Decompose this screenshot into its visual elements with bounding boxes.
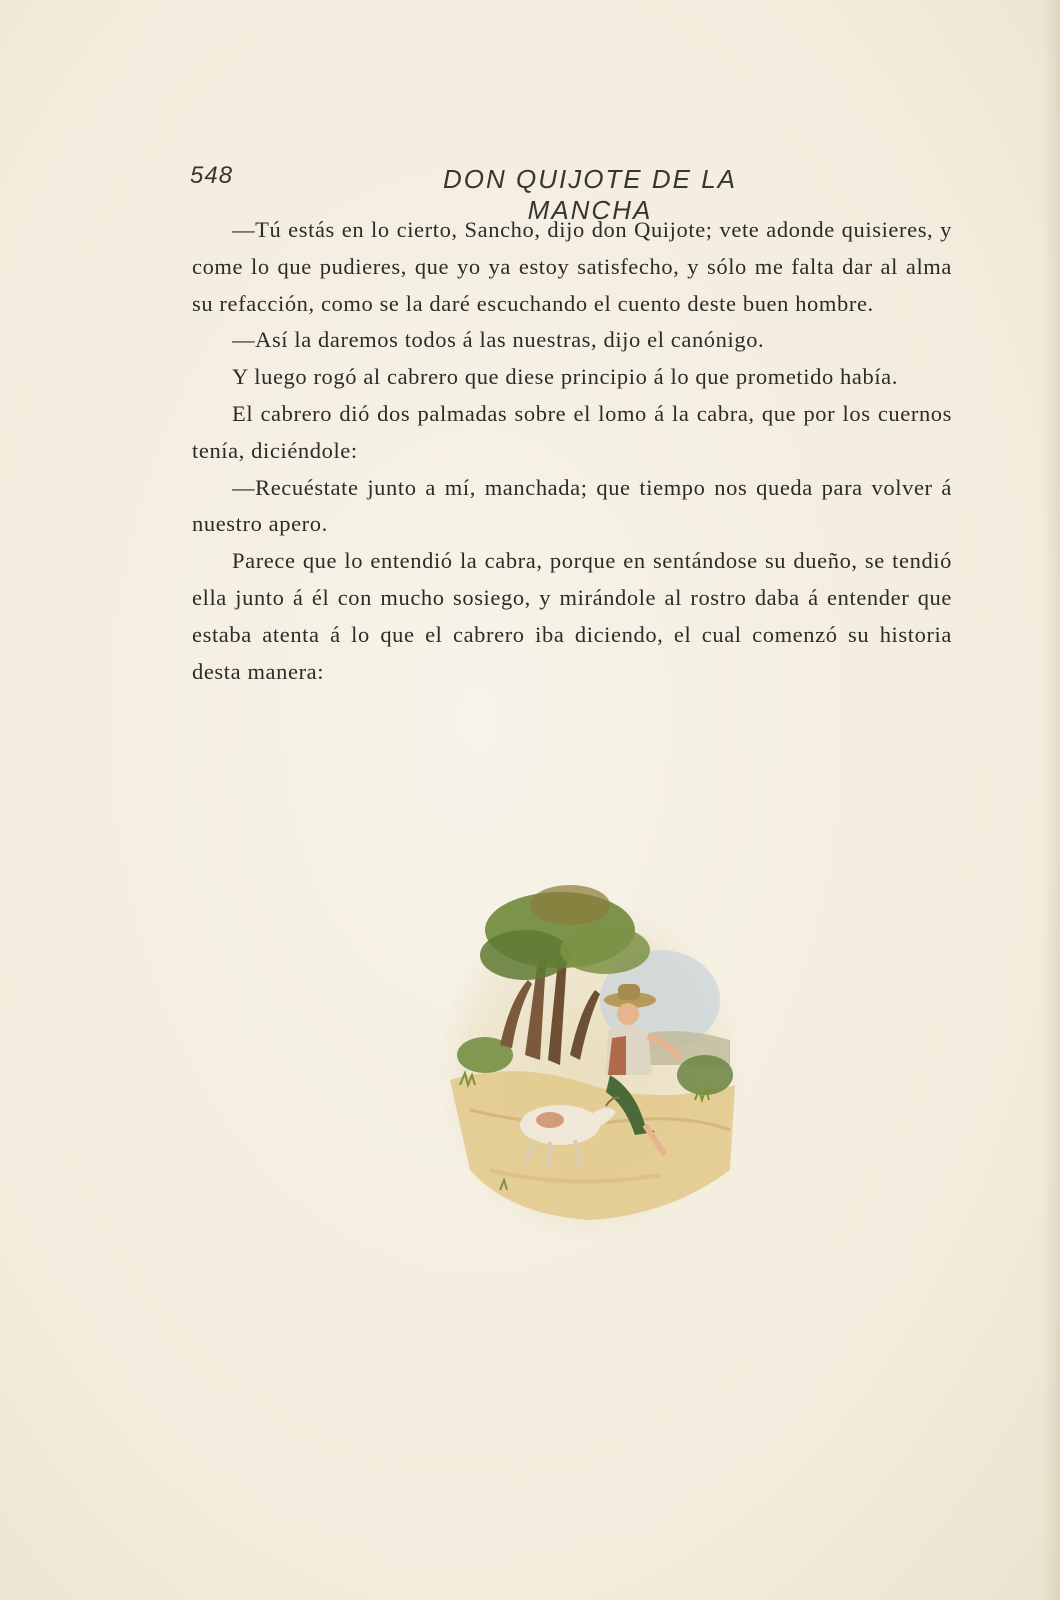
running-title: DON QUIJOTE DE LA MANCHA [442,164,738,225]
goatherd-with-goat-icon [430,870,750,1240]
paragraph-1: —Tú estás en lo cierto, Sancho, dijo don Quijote; vete adonde quisieres, y come lo que pudieres, que yo ya estoy satisfecho, y sólo me falta dar al alma su refacción, como se la daré escuchando el cuento deste buen hombre. [192,217,952,316]
goatherd-illustration [430,870,750,1240]
foliage-2 [480,930,570,980]
foliage-3 [560,926,650,974]
head [617,1003,639,1025]
paragraph-2: —Así la daremos todos á las nuestras, dijo el canónigo. [232,327,765,353]
paragraph-5: —Recuéstate junto a mí, manchada; que tiempo nos queda para volver á nuestro apero. [192,474,952,537]
running-header [190,160,950,225]
paragraph-3: Y luego rogó al cabrero que diese principio á lo que prometido había. [232,364,898,390]
paragraph-6: Parece que lo entendió la cabra, porque en sentándose su dueño, se tendió ella junto á él con mucho sosiego, y mirándole al rostro daba á entender que estaba atenta á lo que el cabrero iba diciendo, el cual comenzó su historia desta manera: [192,548,952,684]
paragraph-4: El cabrero dió dos palmadas sobre el lomo á la cabra, que por los cuernos tenía, diciéndole: [192,400,952,463]
foliage-4 [530,885,610,925]
page-number: 548 [190,162,234,189]
page-edge-shadow [1042,0,1060,1600]
body-text [192,212,952,690]
